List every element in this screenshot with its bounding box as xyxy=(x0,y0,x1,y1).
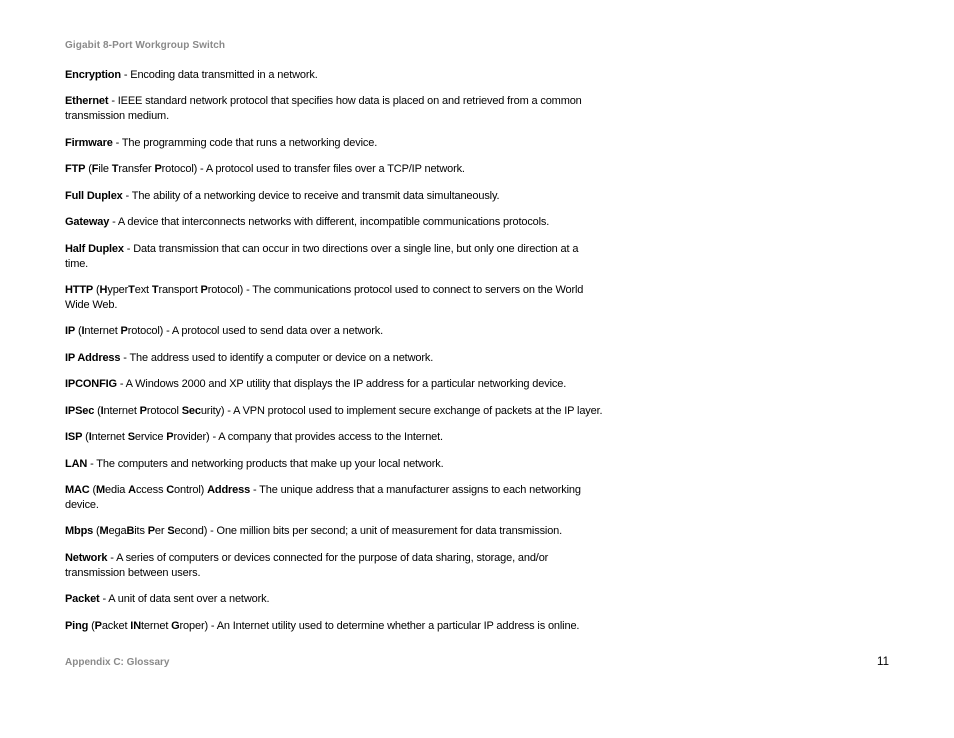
glossary-text: - The address used to identify a computer or device on a network. xyxy=(120,351,434,364)
footer-section-title: Appendix C: Glossary xyxy=(65,657,170,668)
glossary-text: - Data transmission that can occur in two directions over a single line, but only one direction at a xyxy=(123,242,579,255)
glossary-entry xyxy=(65,619,595,634)
glossary-term: Ethernet xyxy=(65,95,109,108)
term-emphasis: C xyxy=(166,484,175,497)
glossary-term: Gateway xyxy=(65,216,110,229)
glossary-text: ( xyxy=(82,431,89,444)
glossary-entry xyxy=(65,189,595,204)
glossary-text: transmission medium. xyxy=(65,110,169,123)
glossary-text: er xyxy=(154,525,168,538)
glossary-entry xyxy=(65,162,595,177)
glossary-text: econd) - One million bits per second; a unit of measurement for data transmission. xyxy=(174,525,563,538)
glossary-entry xyxy=(65,592,595,607)
glossary-text: ( xyxy=(89,484,97,497)
term-emphasis: M xyxy=(96,484,106,497)
glossary-entry xyxy=(65,551,595,581)
glossary-text: rotocol) - A protocol used to transfer files over a TCP/IP network. xyxy=(161,163,465,176)
glossary-text: ( xyxy=(93,283,100,296)
term-emphasis: P xyxy=(154,163,162,176)
term-emphasis: P xyxy=(166,431,174,444)
glossary-text: - The programming code that runs a networking device. xyxy=(112,136,378,149)
glossary-text: rotocol) - A protocol used to send data over a network. xyxy=(127,325,384,338)
term-emphasis: G xyxy=(171,619,180,632)
term-emphasis: A xyxy=(128,484,136,497)
glossary-entry xyxy=(65,457,595,472)
glossary-text: nternet xyxy=(103,404,140,417)
term-emphasis: S xyxy=(167,525,175,538)
glossary-text: ontrol) xyxy=(174,484,208,497)
term-emphasis: IN xyxy=(130,619,141,632)
glossary-entry xyxy=(65,324,595,339)
term-emphasis: P xyxy=(147,525,155,538)
glossary-entry xyxy=(65,483,595,513)
glossary-term: Encryption xyxy=(65,69,121,81)
glossary-term: MAC xyxy=(65,484,90,497)
glossary-entry xyxy=(65,136,595,151)
glossary-text: its xyxy=(134,525,148,538)
glossary-text: - The computers and networking products that make up your local network. xyxy=(87,457,444,470)
glossary-entry xyxy=(65,404,603,419)
glossary-term: LAN xyxy=(65,457,88,470)
glossary-text: ternet xyxy=(141,619,172,632)
glossary-text: - Encoding data transmitted in a network. xyxy=(120,69,318,81)
glossary-text: ( xyxy=(94,404,101,417)
term-emphasis: P xyxy=(200,283,208,296)
term-emphasis: M xyxy=(99,525,109,538)
glossary-text: urity) - A VPN protocol used to implement secure exchange of packets at the IP layer. xyxy=(200,404,603,417)
glossary-term: IP xyxy=(65,325,76,338)
glossary-term: Packet xyxy=(65,593,100,606)
glossary-text: nternet xyxy=(84,325,121,338)
term-emphasis: P xyxy=(139,404,147,417)
glossary-text: - A Windows 2000 and XP utility that displays the IP address for a particular networking device. xyxy=(116,378,567,391)
glossary-text: edia xyxy=(105,484,129,497)
term-emphasis: H xyxy=(99,283,108,296)
glossary-text: - IEEE standard network protocol that specifies how data is placed on and retrieved from a common xyxy=(108,95,582,108)
glossary-text: Wide Web. xyxy=(65,298,118,311)
glossary-term: FTP xyxy=(65,163,86,176)
glossary-entry xyxy=(65,430,595,445)
glossary-entry xyxy=(65,524,595,539)
glossary-text: ccess xyxy=(135,484,167,497)
glossary-list xyxy=(65,68,603,645)
glossary-term: Full Duplex xyxy=(65,189,123,202)
term-emphasis: F xyxy=(91,163,99,176)
running-header: Gigabit 8-Port Workgroup Switch xyxy=(65,40,226,51)
term-emphasis: T xyxy=(151,283,159,296)
glossary-text: ( xyxy=(88,619,95,632)
glossary-text: ext xyxy=(134,283,152,296)
term-emphasis: I xyxy=(100,404,104,417)
term-emphasis: I xyxy=(88,431,92,444)
glossary-term: HTTP xyxy=(65,283,94,296)
glossary-text: rotocol xyxy=(146,404,182,417)
page-number: 11 xyxy=(877,656,889,668)
term-emphasis: B xyxy=(126,525,135,538)
glossary-text: ega xyxy=(108,525,127,538)
glossary-term: Network xyxy=(65,551,108,564)
glossary-text: ervice xyxy=(134,431,167,444)
glossary-term: Firmware xyxy=(65,136,113,149)
glossary-term: Mbps xyxy=(65,525,94,538)
glossary-entry xyxy=(65,68,595,83)
glossary-text: device. xyxy=(65,498,99,511)
glossary-term: IPSec xyxy=(65,404,95,417)
glossary-text: ( xyxy=(93,525,100,538)
glossary-text: ransfer xyxy=(118,163,155,176)
glossary-text: yper xyxy=(107,283,129,296)
term-emphasis: T xyxy=(128,283,135,296)
glossary-text: acket xyxy=(101,619,131,632)
glossary-text: - A device that interconnects networks with different, incompatible communications protocols. xyxy=(109,216,550,229)
glossary-text: ransport xyxy=(158,283,201,296)
glossary-entry xyxy=(65,215,595,230)
glossary-term: Half Duplex xyxy=(65,242,124,255)
glossary-text: nternet xyxy=(91,431,128,444)
glossary-text: ( xyxy=(75,325,82,338)
term-emphasis: Address xyxy=(207,484,251,497)
term-emphasis: I xyxy=(81,325,85,338)
glossary-text: - A series of computers or devices connected for the purpose of data sharing, storage, and/or xyxy=(107,551,549,564)
glossary-text: transmission between users. xyxy=(65,566,201,579)
glossary-entry xyxy=(65,94,595,124)
glossary-text: rovider) - A company that provides access to the Internet. xyxy=(173,431,443,444)
term-emphasis: P xyxy=(120,325,128,338)
term-emphasis: P xyxy=(94,619,102,632)
glossary-term: IP Address xyxy=(65,351,121,364)
glossary-term: Ping xyxy=(65,619,89,632)
glossary-text: rotocol) - The communications protocol used to connect to servers on the World xyxy=(207,283,584,296)
term-emphasis: S xyxy=(127,431,135,444)
glossary-text: time. xyxy=(65,257,89,270)
glossary-text: - A unit of data sent over a network. xyxy=(99,593,270,606)
glossary-entry xyxy=(65,283,595,313)
term-emphasis: Sec xyxy=(181,404,201,417)
glossary-text: roper) - An Internet utility used to determine whether a particular IP address is online. xyxy=(179,619,580,632)
glossary-entry xyxy=(65,377,595,392)
glossary-text: ( xyxy=(85,163,92,176)
term-emphasis: T xyxy=(111,163,119,176)
glossary-term: IPCONFIG xyxy=(65,378,117,391)
glossary-term: ISP xyxy=(65,431,83,444)
glossary-entry xyxy=(65,242,595,272)
glossary-entry xyxy=(65,351,595,366)
glossary-text: - The unique address that a manufacturer assigns to each networking xyxy=(250,484,581,497)
glossary-text: ile xyxy=(98,163,112,176)
glossary-text: - The ability of a networking device to receive and transmit data simultaneously. xyxy=(122,189,500,202)
